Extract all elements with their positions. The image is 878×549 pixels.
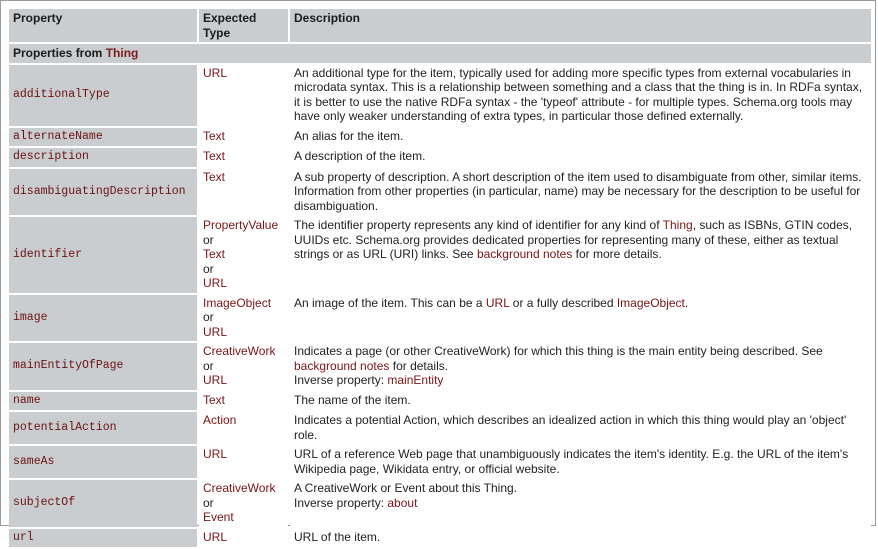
or-separator: or — [203, 495, 214, 510]
section-title — [9, 44, 871, 63]
property-name-image[interactable]: image — [9, 295, 197, 342]
table-row — [9, 412, 871, 444]
type-link-Text[interactable]: Text — [203, 247, 226, 261]
expected-type-cell — [199, 128, 288, 147]
table-row — [9, 529, 871, 548]
properties-table — [7, 7, 873, 549]
description-link[interactable]: ImageObject — [616, 295, 685, 310]
section-thing-link[interactable]: Thing — [105, 46, 139, 60]
table-row — [9, 169, 871, 216]
type-link-Text[interactable]: Text — [203, 149, 226, 163]
description-text: Inverse property: — [294, 373, 388, 387]
description-text: An additional type for the item, typically used for adding more specific types from external vocabularies in microdata syntax. This is a relationship between something and a class that the thing is in. In RDFa syntax, it is better to use the native RDFa syntax - the 'typeof' attribute - for multiple types. Schema.org tools may have only weaker understanding of extra types, in particular those defined externally. — [294, 65, 863, 123]
description-link[interactable]: about — [387, 495, 418, 510]
property-name-additionalType[interactable]: additionalType — [9, 65, 197, 126]
expected-type-cell — [199, 65, 288, 126]
or-separator: or — [203, 261, 214, 276]
description-cell — [290, 148, 871, 167]
type-link-Event[interactable]: Event — [203, 510, 234, 524]
description-link[interactable]: URL — [485, 295, 510, 310]
table-row — [9, 295, 871, 342]
header-expected-type: Expected Type — [199, 9, 288, 42]
expected-type-cell — [199, 480, 288, 527]
property-name-alternateName[interactable]: alternateName — [9, 128, 197, 147]
type-link-PropertyValue[interactable]: PropertyValue — [203, 218, 279, 232]
table-row — [9, 343, 871, 390]
description-cell — [290, 480, 871, 527]
type-link-Action[interactable]: Action — [203, 413, 237, 427]
description-cell — [290, 392, 871, 411]
description-text: An image of the item. This can be a — [294, 295, 486, 310]
description-link[interactable]: background notes — [294, 358, 390, 373]
description-text: An alias for the item. — [294, 128, 404, 143]
type-link-Text[interactable]: Text — [203, 128, 226, 143]
property-name-disambiguatingDescription[interactable]: disambiguatingDescription — [9, 169, 197, 216]
section-prefix: Properties from — [13, 46, 106, 60]
description-text: Indicates a page (or other CreativeWork) for which this thing is the main entity being described. See — [294, 344, 823, 358]
type-link-Text[interactable]: Text — [203, 169, 226, 184]
description-cell — [290, 343, 871, 390]
type-link-CreativeWork[interactable]: CreativeWork — [203, 481, 276, 495]
description-cell — [290, 529, 871, 548]
property-name-sameAs[interactable]: sameAs — [9, 446, 197, 478]
header-property: Property — [9, 9, 197, 42]
description-cell — [290, 169, 871, 216]
description-text: for more details. — [572, 247, 662, 261]
description-cell — [290, 128, 871, 147]
type-link-URL[interactable]: URL — [203, 447, 228, 461]
property-name-subjectOf[interactable]: subjectOf — [9, 480, 197, 527]
description-text: URL of a reference Web page that unambiguously indicates the item's identity. E.g. the URL of the item's Wikipedia page, Wikidata entry, or official website. — [294, 447, 849, 476]
description-link[interactable]: background notes — [476, 247, 573, 261]
table-row — [9, 446, 871, 478]
table-row — [9, 65, 871, 126]
type-link-URL[interactable]: URL — [203, 529, 228, 544]
expected-type-cell — [199, 343, 288, 390]
type-link-ImageObject[interactable]: ImageObject — [203, 295, 272, 310]
table-header-row — [9, 9, 871, 42]
property-name-description[interactable]: description — [9, 148, 197, 167]
table-row — [9, 128, 871, 147]
description-cell — [290, 446, 871, 478]
table-row — [9, 217, 871, 293]
description-text: for details. — [389, 358, 449, 373]
table-row — [9, 148, 871, 167]
type-link-URL[interactable]: URL — [203, 373, 228, 387]
expected-type-cell — [199, 392, 288, 411]
section-header-row — [9, 44, 871, 63]
header-description: Description — [290, 9, 871, 42]
description-text: Indicates a potential Action, which describes an idealized action in which this thing would play an 'object' role. — [294, 413, 847, 442]
or-separator: or — [203, 358, 214, 373]
description-text: Inverse property: — [294, 495, 388, 510]
property-name-identifier[interactable]: identifier — [9, 217, 197, 293]
expected-type-cell — [199, 169, 288, 216]
expected-type-cell — [199, 529, 288, 548]
expected-type-cell — [199, 412, 288, 444]
description-text: , such as ISBNs, GTIN codes, UUIDs etc. Schema.org provides dedicated properties for representing many of these, either as textual strings or as URL (URI) links. See — [294, 218, 853, 261]
description-cell — [290, 65, 871, 126]
description-text: A CreativeWork or Event about this Thing. — [294, 481, 518, 495]
description-text: URL of the item. — [294, 529, 381, 544]
type-link-URL[interactable]: URL — [203, 276, 228, 290]
description-text: The name of the item. — [294, 392, 411, 407]
expected-type-cell — [199, 295, 288, 342]
type-link-URL[interactable]: URL — [203, 65, 228, 80]
description-text: A sub property of description. A short description of the item used to disambiguate from other, similar items. Information from other properties (in particular, name) may be necessary for the description to be useful for disambiguation. — [294, 169, 862, 213]
description-cell — [290, 295, 871, 342]
description-link[interactable]: Thing — [662, 218, 693, 232]
property-name-name[interactable]: name — [9, 392, 197, 411]
table-row — [9, 392, 871, 411]
type-link-URL[interactable]: URL — [203, 324, 228, 339]
description-text: The identifier property represents any kind of identifier for any kind of — [294, 218, 663, 232]
type-link-Text[interactable]: Text — [203, 392, 226, 407]
description-text: or a fully described — [509, 295, 617, 310]
description-text: . — [684, 295, 689, 310]
table-row — [9, 480, 871, 527]
description-cell — [290, 412, 871, 444]
expected-type-cell — [199, 217, 288, 293]
description-text: A description of the item. — [294, 149, 426, 163]
expected-type-cell — [199, 446, 288, 478]
or-separator: or — [203, 232, 214, 247]
type-link-CreativeWork[interactable]: CreativeWork — [203, 344, 276, 358]
property-name-url[interactable]: url — [9, 529, 197, 548]
expected-type-cell — [199, 148, 288, 167]
property-name-potentialAction[interactable]: potentialAction — [9, 412, 197, 444]
description-link[interactable]: mainEntity — [387, 373, 444, 387]
description-cell — [290, 217, 871, 293]
or-separator: or — [203, 310, 214, 324]
property-name-mainEntityOfPage[interactable]: mainEntityOfPage — [9, 343, 197, 390]
